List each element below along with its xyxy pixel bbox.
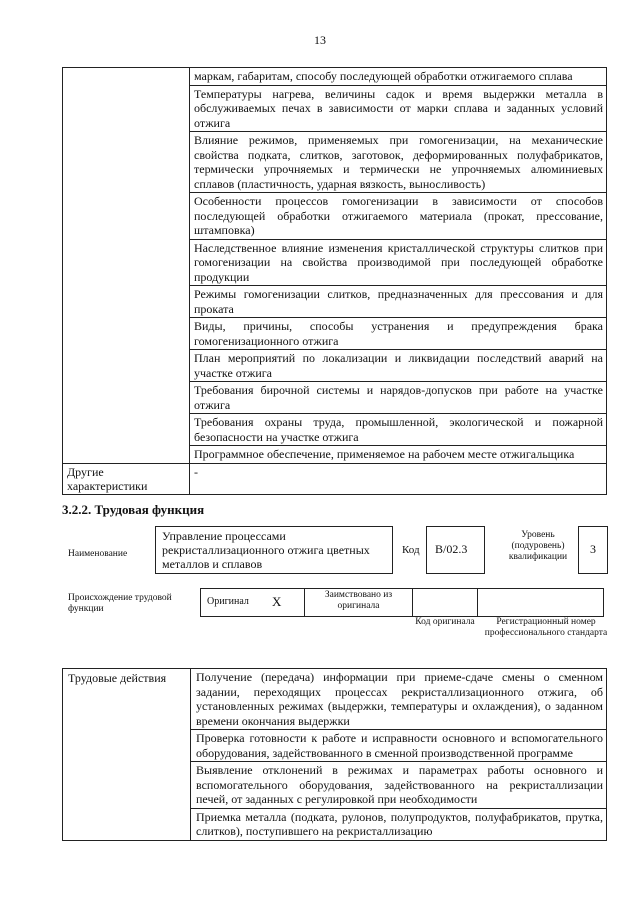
- knowledge-item: План мероприятий по локализации и ликвидации последствий аварий на участке отжига: [190, 350, 607, 382]
- knowledge-item: Влияние режимов, применяемых при гомогенизации, на механические свойства подката, слитков, заготовок, деформированных полуфабрикатов, термически упрочняемых и термически не упрочняемых алюминиевых сплавов (пластичность, ударная вязкость, выносливость): [190, 132, 607, 193]
- reg-caption: Регистрационный номер профессионального стандарта: [484, 617, 608, 638]
- level-label: Уровень (подуровень) квалификации: [508, 530, 568, 562]
- borrowed-label: Заимствовано из оригинала: [305, 589, 413, 617]
- original-label: Оригинал: [201, 589, 268, 617]
- function-name: Управление процессами рекристаллизационного отжига цветных металлов и сплавов: [162, 529, 370, 571]
- actions-label: Трудовые действия: [63, 669, 191, 841]
- knowledge-item: Наследственное влияние изменения кристаллической структуры слитков при гомогенизации на свойства производимой при последующей обработке продукции: [190, 239, 607, 286]
- actions-table: [62, 668, 607, 841]
- original-mark: X: [267, 589, 305, 617]
- knowledge-label-cell: [63, 68, 190, 464]
- level-value: 3: [590, 542, 596, 556]
- knowledge-item: Требования охраны труда, промышленной, экологической и пожарной безопасности на участке отжига: [190, 414, 607, 446]
- registration-number-cell: [478, 589, 604, 617]
- other-characteristics-label: Другие характеристики: [63, 463, 190, 494]
- action-item: Приемка металла (подката, рулонов, полупродуктов, полуфабрикатов, прутка, слитков), поступившего на рекристаллизацию: [191, 808, 607, 840]
- knowledge-item: Режимы гомогенизации слитков, предназначенных для прессования и для проката: [190, 286, 607, 318]
- knowledge-table: [62, 67, 607, 495]
- code-value: B/02.3: [435, 542, 468, 556]
- code-caption: Код оригинала: [415, 617, 475, 627]
- other-characteristics-value: -: [190, 463, 607, 494]
- table-row: [201, 589, 604, 617]
- name-label: Наименование: [68, 549, 128, 559]
- table-row: [63, 68, 607, 86]
- name-box: [155, 526, 393, 574]
- level-box: [578, 526, 608, 574]
- section-title: 3.2.2. Трудовая функция: [62, 502, 205, 517]
- table-row: [63, 463, 607, 494]
- action-item: Получение (передача) информации при приеме-сдаче смены о сменном задании, переходящих процессах рекристаллизационного отжига, об установленных режимах (выдержки, температуры и охлаждения), о заданном времени окончания выдержки: [191, 669, 607, 730]
- table-row: [63, 669, 607, 730]
- knowledge-item: Требования бирочной системы и нарядов-допусков при работе на участке отжига: [190, 382, 607, 414]
- action-item: Проверка готовности к работе и исправности основного и вспомогательного оборудования, задействованного в сменной производственной программе: [191, 730, 607, 762]
- code-box: [426, 526, 485, 574]
- knowledge-item: маркам, габаритам, способу последующей обработки отжигаемого сплава: [190, 68, 607, 86]
- code-label: Код: [402, 544, 420, 556]
- original-code-cell: [413, 589, 478, 617]
- knowledge-item: Виды, причины, способы устранения и предупреждения брака гомогенизационного отжига: [190, 318, 607, 350]
- origin-table: [200, 588, 604, 617]
- origin-label: Происхождение трудовой функции: [68, 593, 172, 614]
- action-item: Выявление отклонений в режимах и параметрах работы основного и вспомогательного оборудования, задействованного на рекристаллизации печей, от заданных с регулировкой при необходимости: [191, 762, 607, 809]
- page-number: 13: [314, 33, 326, 47]
- knowledge-item: Особенности процессов гомогенизации в зависимости от способов последующей обработки отжигаемого материала (прокат, прессование, штамповка): [190, 193, 607, 240]
- knowledge-item: Температуры нагрева, величины садок и время выдержки металла в обслуживаемых печах в зависимости от марки сплава и заданных условий отжига: [190, 85, 607, 132]
- knowledge-item: Программное обеспечение, применяемое на рабочем месте отжигальщика: [190, 446, 607, 464]
